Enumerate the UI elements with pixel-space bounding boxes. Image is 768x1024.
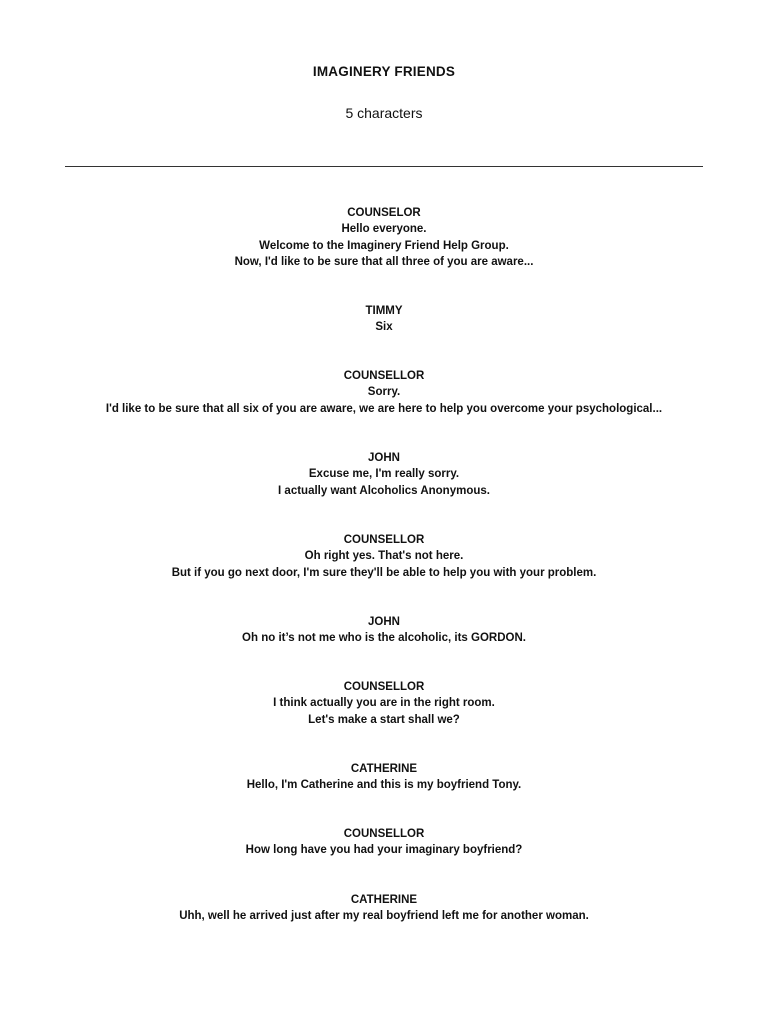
speaker-name: CATHERINE: [350, 763, 418, 775]
dialogue-block: [0, 532, 768, 581]
dialogue-line: Uhh, well he arrived just after my real boyfriend left me for another woman.: [179, 910, 589, 923]
dialogue-block: [0, 826, 768, 859]
speaker-name: CATHERINE: [350, 894, 418, 906]
dialogue-line: Hello everyone.: [341, 223, 427, 236]
speaker-name: JOHN: [368, 452, 400, 464]
dialogue-line: Now, I'd like to be sure that all three of you are aware...: [234, 255, 534, 268]
dialogue-block: [0, 892, 768, 925]
dialogue-line: Oh no it’s not me who is the alcoholic, its GORDON.: [242, 632, 526, 645]
dialogue-line: But if you go next door, I'm sure they'll be able to help you with your problem.: [171, 566, 597, 579]
dialogue-block: [0, 368, 768, 417]
dialogue-block: [0, 303, 768, 336]
speaker-name: COUNSELLOR: [343, 828, 425, 840]
dialogue-line: I think actually you are in the right room.: [273, 697, 495, 710]
dialogue-line: Excuse me, I'm really sorry.: [308, 468, 460, 481]
speaker-name: COUNSELLOR: [343, 681, 425, 693]
dialogue-block: [0, 614, 768, 647]
dialogue-line: I actually want Alcoholics Anonymous.: [278, 484, 490, 497]
dialogue-line: Six: [375, 321, 393, 334]
dialogue-line: Oh right yes. That's not here.: [304, 550, 464, 563]
dialogue-block: [0, 205, 768, 270]
dialogue-line: Hello, I'm Catherine and this is my boyfriend Tony.: [246, 779, 522, 792]
speaker-name: COUNSELOR: [347, 207, 421, 219]
speaker-name: COUNSELLOR: [343, 370, 425, 382]
dialogue-line: Sorry.: [367, 386, 401, 399]
speaker-name: JOHN: [368, 616, 400, 628]
dialogue-line: How long have you had your imaginary boyfriend?: [245, 844, 523, 857]
dialogue-block: [0, 450, 768, 499]
dialogue-line: Let's make a start shall we?: [308, 713, 460, 726]
horizontal-divider: [65, 166, 703, 167]
dialogue-line: I'd like to be sure that all six of you are aware, we are here to help you overcome your psychological...: [105, 402, 663, 415]
dialogue-block: [0, 679, 768, 728]
speaker-name: COUNSELLOR: [343, 534, 425, 546]
dialogue-line: Welcome to the Imaginery Friend Help Group.: [259, 239, 509, 252]
character-count: 5 characters: [345, 105, 423, 121]
document-title: IMAGINERY FRIENDS: [312, 64, 456, 79]
speaker-name: TIMMY: [365, 305, 403, 317]
dialogue-block: [0, 761, 768, 794]
